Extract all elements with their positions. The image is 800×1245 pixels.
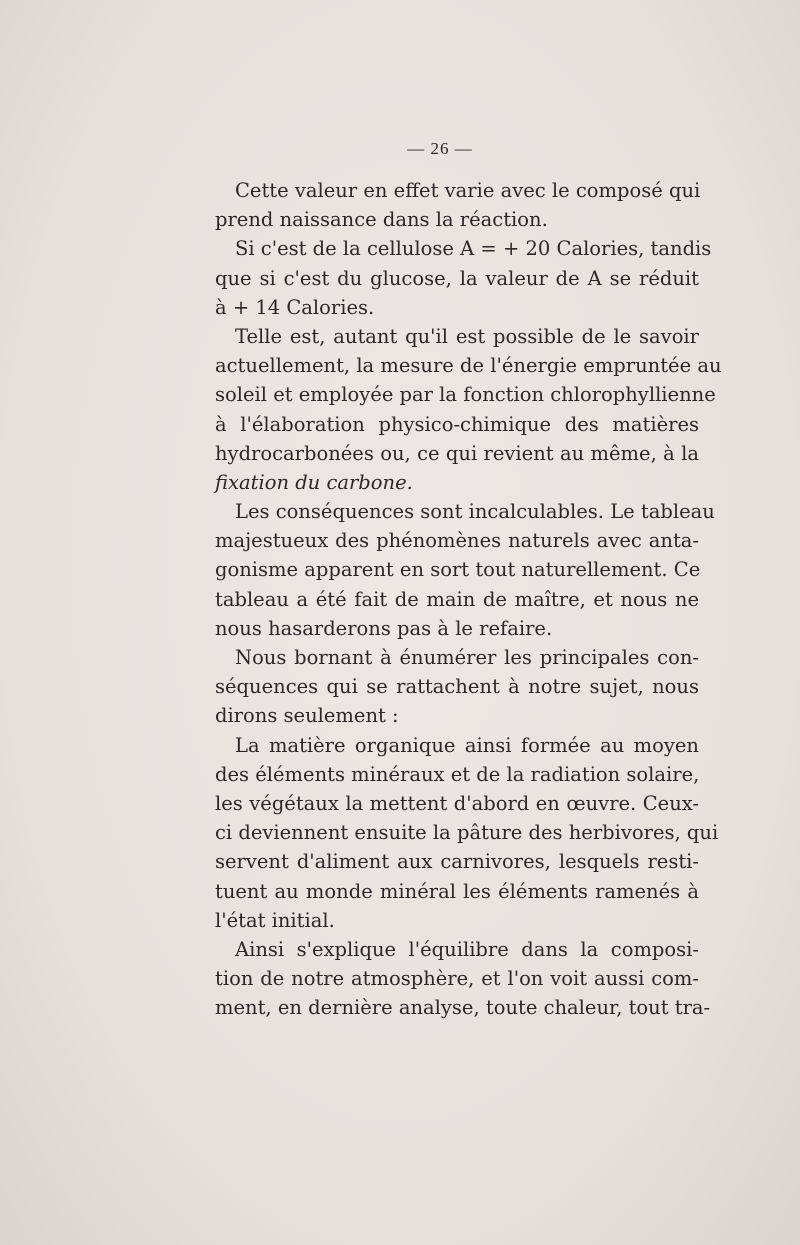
text-line: tuent au monde minéral les éléments ramenés à — [215, 879, 699, 903]
text-line: gonisme apparent en sort tout naturellement. Ce — [215, 558, 701, 582]
text-line: Si c'est de la cellulose A = + 20 Calories, tandis — [235, 237, 712, 261]
body-text — [215, 176, 722, 1022]
text-line: ci deviennent ensuite la pâture des herbivores, qui — [215, 821, 719, 845]
text-line: l'état initial. — [215, 908, 335, 932]
text-line: Nous bornant à énumérer les principales con- — [235, 646, 699, 669]
text-line: Les conséquences sont incalculables. Le tableau — [235, 500, 715, 524]
text-line: les végétaux la mettent d'abord en œuvre. Ceux- — [215, 791, 699, 815]
page-number: — 26 — — [407, 139, 473, 158]
text-line: majestueux des phénomènes naturels avec anta- — [215, 529, 699, 553]
text-line: actuellement, la mesure de l'énergie empruntée au — [215, 354, 722, 378]
text-line: tableau a été fait de main de maître, et nous ne — [215, 587, 699, 611]
text-line: hydrocarbonées ou, ce qui revient au même, à la — [215, 441, 699, 465]
text-line: servent d'aliment aux carnivores, lesquels resti- — [215, 850, 699, 874]
text-line: dirons seulement : — [215, 704, 399, 728]
text-line: soleil et employée par la fonction chlorophyllienne — [215, 383, 716, 407]
text-line: Telle est, autant qu'il est possible de le savoir — [235, 324, 699, 348]
text-line: à + 14 Calories. — [215, 295, 375, 319]
text-line: ment, en dernière analyse, toute chaleur, tout tra- — [215, 996, 711, 1020]
text-line: séquences qui se rattachent à notre sujet, nous — [215, 675, 699, 699]
text-line: que si c'est du glucose, la valeur de A se réduit — [215, 266, 699, 290]
text-line: à l'élaboration physico-chimique des matières — [215, 412, 699, 436]
text-line: Cette valeur en effet varie avec le composé qui — [235, 179, 701, 202]
text-line: des éléments minéraux et de la radiation solaire, — [215, 762, 700, 786]
text-line: nous hasarderons pas à le refaire. — [215, 616, 553, 640]
text-line: fixation du carbone. — [215, 470, 413, 494]
text-line: prend naissance dans la réaction. — [215, 208, 548, 232]
text-line: Ainsi s'explique l'équilibre dans la composi- — [235, 937, 699, 961]
text-line: La matière organique ainsi formée au moyen — [235, 733, 699, 757]
text-line: tion de notre atmosphère, et l'on voit aussi com- — [215, 967, 699, 991]
